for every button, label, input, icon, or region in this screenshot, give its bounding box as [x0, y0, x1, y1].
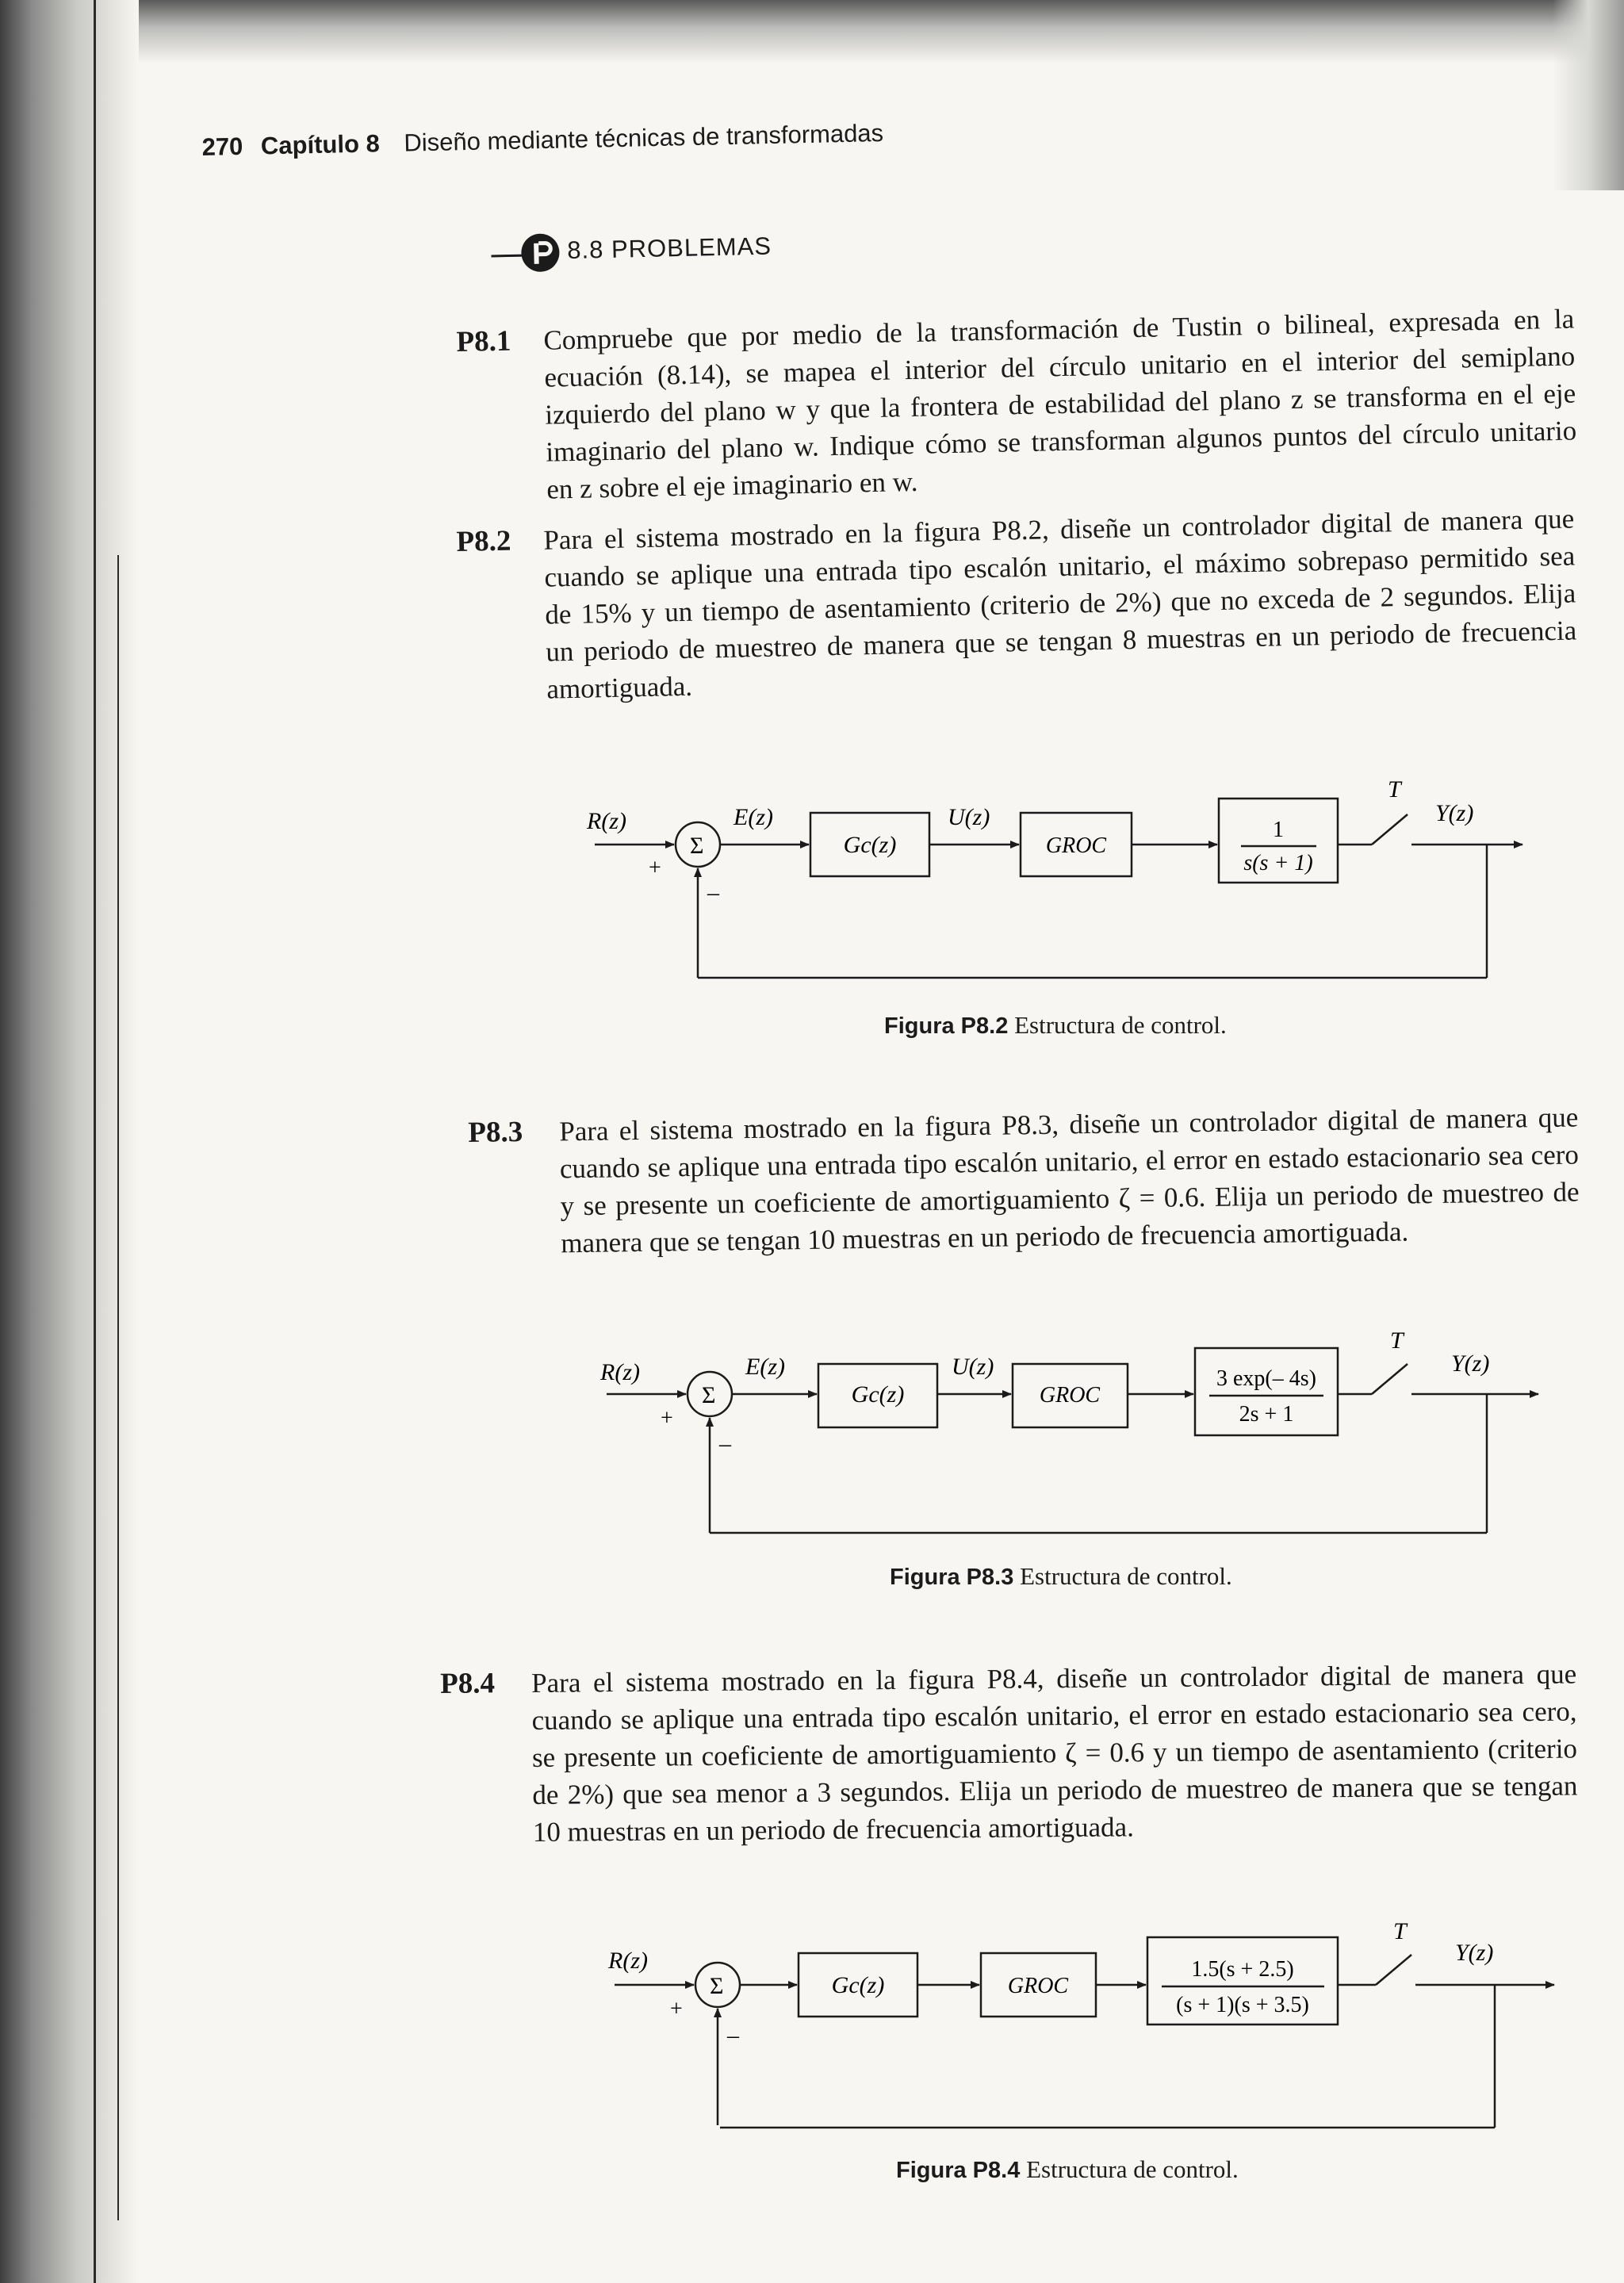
plant-numerator: 1 — [1273, 818, 1284, 842]
problem-number: P8.4 — [440, 1667, 496, 1700]
caption-label: Figura P8.2 — [884, 1013, 1009, 1039]
plus-sign: + — [661, 1406, 673, 1431]
problem-text-line: de 2%) que sea menor a 3 segundos. Elija un periodo de muestreo de manera que se tengan — [532, 1770, 1578, 1810]
problem-text-line: de 15% y un tiempo de asentamiento (criterio de 2%) que no exceda de 2 segundos. Elija — [545, 577, 1576, 630]
minus-sign: – — [707, 879, 719, 906]
plant-denominator: s(s + 1) — [1243, 851, 1313, 875]
controller-label: Gc(z) — [851, 1381, 905, 1408]
caption-label: Figura P8.3 — [890, 1565, 1014, 1590]
error-label: E(z) — [733, 804, 773, 830]
block-diagram-p8-2 — [571, 773, 1570, 1011]
problem-text-line: un periodo de muestreo de manera que se tengan 8 muestras en un periodo de frecuencia — [546, 615, 1577, 668]
problem-text-line: manera que se tengan 10 muestras en un periodo de frecuencia amortiguada. — [561, 1216, 1409, 1259]
problem-text-line: cuando se aplique una entrada tipo escalón unitario, el máximo sobrepaso permitido sea — [544, 540, 1576, 593]
scan-binding-shadow — [0, 0, 139, 2283]
sampler-label: T — [1390, 1327, 1404, 1354]
problem-text-line: Para el sistema mostrado en la figura P8.3, diseñe un controlador digital de manera que — [559, 1101, 1579, 1147]
figure-caption — [896, 2155, 1239, 2184]
output-label: Y(z) — [1435, 800, 1474, 826]
problem-text-line: cuando se aplique una entrada tipo escalón unitario, el error en estado estacionario sea cero — [559, 1139, 1580, 1185]
caption-text: Estructura de control. — [1014, 1011, 1227, 1039]
scan-top-shadow — [0, 0, 1624, 63]
problem-text-line: Compruebe que por medio de la transformación de Tustin o bilineal, expresada en la — [543, 303, 1575, 356]
problem-text-line: ecuación (8.14), se mapea el interior del círculo unitario en el interior del semiplano — [544, 340, 1576, 393]
sampler-label: T — [1393, 1918, 1407, 1944]
problem-text-line: Para el sistema mostrado en la figura P8.2, diseñe un controlador digital de manera que — [543, 503, 1575, 556]
plant-numerator: 1.5(s + 2.5) — [1191, 1957, 1294, 1982]
problem-number: P8.2 — [456, 524, 511, 558]
sum-symbol: Σ — [710, 1973, 724, 1999]
caption-text: Estructura de control. — [1020, 1562, 1232, 1590]
plant-denominator: 2s + 1 — [1239, 1402, 1294, 1427]
problem-text-line: 10 muestras en un periodo de frecuencia amortiguada. — [532, 1811, 1135, 1848]
problem-number: P8.3 — [468, 1116, 523, 1149]
figure-caption — [884, 1011, 1227, 1040]
hold-label: GROC — [1039, 1383, 1101, 1408]
hold-label: GROC — [1007, 1974, 1069, 1998]
page-number: 270 — [201, 132, 243, 162]
chapter-label: Capítulo 8 — [260, 129, 381, 160]
caption-text: Estructura de control. — [1026, 2155, 1239, 2183]
problem-text-line: imaginario del plano w. Indique cómo se transforman algunos puntos del círculo unitario — [546, 415, 1577, 468]
controller-label: Gc(z) — [831, 1972, 885, 1998]
problem-p8-2 — [456, 500, 1586, 722]
minus-sign: – — [727, 2022, 739, 2048]
problem-text-line: amortiguada. — [546, 670, 693, 705]
sampler-label: T — [1388, 776, 1401, 802]
plant-denominator: (s + 1)(s + 3.5) — [1176, 1993, 1309, 2017]
section-title: 8.8 PROBLEMAS — [566, 232, 772, 264]
problem-text-line: cuando se aplique una entrada tipo escalón unitario, el error en estado estacionario sea cero, — [531, 1695, 1577, 1736]
control-label: U(z) — [952, 1354, 994, 1380]
output-label: Y(z) — [1455, 1940, 1494, 1966]
block-diagram-p8-3 — [583, 1320, 1582, 1558]
chapter-title: Diseño mediante técnicas de transformadas — [404, 119, 884, 157]
problem-text-line: izquierdo del plano w y que la frontera de estabilidad del plano z se transforma en el eje — [545, 377, 1576, 431]
sum-symbol: Σ — [690, 833, 704, 859]
hold-label: GROC — [1045, 833, 1107, 858]
problem-text-line: se presente un coeficiente de amortiguamiento ζ = 0.6 y un tiempo de asentamiento (criterio — [531, 1733, 1578, 1773]
problem-text-line: Para el sistema mostrado en la figura P8.4, diseñe un controlador digital de manera que — [531, 1658, 1577, 1699]
scan-corner-shadow — [1553, 0, 1624, 190]
problems-logo-icon — [491, 227, 563, 276]
plus-sign: + — [649, 856, 661, 880]
figure-caption — [890, 1562, 1232, 1591]
section-heading — [491, 223, 772, 276]
minus-sign: – — [719, 1431, 731, 1457]
plant-numerator: 3 exp(– 4s) — [1216, 1366, 1316, 1391]
output-label: Y(z) — [1451, 1350, 1490, 1377]
controller-label: Gc(z) — [843, 832, 897, 858]
problem-text-line: en z sobre el eje imaginario en w. — [546, 465, 918, 505]
problem-p8-4 — [440, 1655, 1588, 1864]
input-label: R(z) — [587, 808, 626, 834]
input-label: R(z) — [600, 1359, 640, 1385]
problem-number: P8.1 — [456, 324, 511, 358]
block-diagram-p8-4 — [591, 1903, 1590, 2141]
input-label: R(z) — [608, 1948, 648, 1974]
page-header — [201, 119, 883, 162]
problem-p8-3 — [468, 1098, 1588, 1273]
caption-label: Figura P8.4 — [896, 2158, 1021, 2183]
problem-p8-1 — [456, 300, 1586, 522]
control-label: U(z) — [948, 804, 990, 830]
problem-text-line: y se presente un coeficiente de amortiguamiento ζ = 0.6. Elija un periodo de muestreo de — [560, 1176, 1580, 1222]
plus-sign: + — [670, 1997, 683, 2021]
error-label: E(z) — [745, 1354, 785, 1380]
sum-symbol: Σ — [702, 1382, 716, 1408]
